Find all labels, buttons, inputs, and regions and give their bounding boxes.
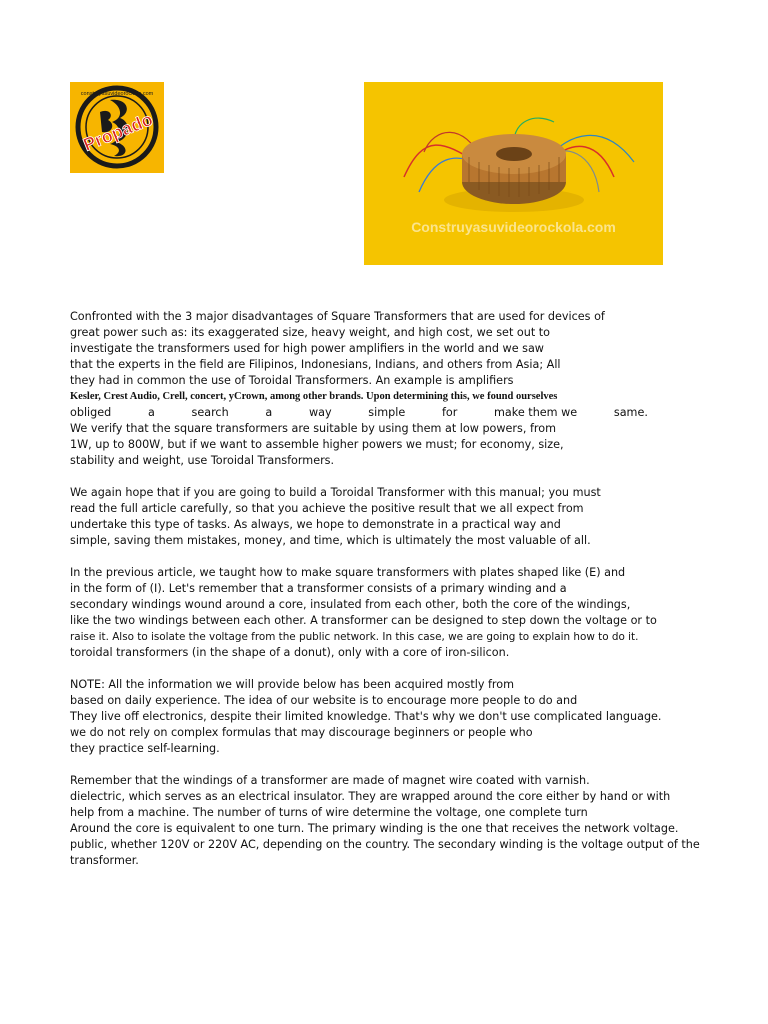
- word: same.: [613, 406, 648, 419]
- text-line: In the previous article, we taught how to make square transformers with plates shaped like (E) and: [70, 566, 626, 579]
- paragraph-4-note: [70, 677, 686, 757]
- paragraph-1: [70, 309, 686, 469]
- article-body: [70, 309, 700, 869]
- text-line: We again hope that if you are going to build a Toroidal Transformer with this manual; you must: [70, 486, 601, 499]
- text-line: investigate the transformers used for high power amplifiers in the world and we saw: [70, 342, 544, 355]
- word: simple: [368, 406, 406, 419]
- logo-label: [70, 82, 164, 173]
- text-line: that the experts in the field are Filipinos, Indonesians, Indians, and others from Asia; All: [70, 358, 561, 371]
- paragraph-2: [70, 485, 686, 549]
- text-line: secondary windings wound around a core, insulated from each other, both the core of the windings,: [70, 598, 631, 611]
- text-line: We verify that the square transformers are suitable by using them at low powers, from: [70, 422, 556, 435]
- text-line: Confronted with the 3 major disadvantages of Square Transformers that are used for devices of: [70, 310, 605, 323]
- text-line: simple, saving them mistakes, money, and time, which is ultimately the most valuable of all.: [70, 534, 591, 547]
- photo-watermark: Construyasuvideorockola.com: [411, 219, 616, 235]
- text-line: great power such as: its exaggerated size, heavy weight, and high cost, we set out to: [70, 326, 550, 339]
- text-line: toroidal transformers (in the shape of a donut), only with a core of iron-silicon.: [70, 646, 510, 659]
- text-line: help from a machine. The number of turns of wire determine the voltage, one complete turn: [70, 806, 588, 819]
- word: a: [147, 406, 155, 419]
- text-line: Around the core is equivalent to one turn. The primary winding is the one that receives the network voltage.: [70, 822, 679, 835]
- toroid-illustration: [364, 82, 663, 265]
- text-line: They live off electronics, despite their limited knowledge. That's why we don't use complicated language.: [70, 710, 662, 723]
- svg-text:construyasuvideorockola.com: construyasuvideorockola.com: [80, 91, 154, 97]
- text-line: NOTE: All the information we will provide below has been acquired mostly from: [70, 678, 515, 691]
- svg-text:Propado: Propado: [80, 109, 156, 155]
- text-line: in the form of (I). Let's remember that a transformer consists of a primary winding and a: [70, 582, 567, 595]
- text-line: like the two windings between each other. A transformer can be designed to step down the voltage or to: [70, 614, 657, 627]
- word: search: [191, 406, 229, 419]
- text-line: they practice self-learning.: [70, 742, 220, 755]
- text-line: dielectric, which serves as an electrical insulator. They are wrapped around the core either by hand or with: [70, 790, 671, 803]
- word: for: [441, 406, 458, 419]
- text-line: undertake this type of tasks. As always, we hope to demonstrate in a practical way and: [70, 518, 561, 531]
- paragraph-3: [70, 565, 686, 661]
- text-line: public, whether 120V or 220V AC, depending on the country. The secondary winding is the voltage output of the: [70, 838, 700, 851]
- word: way: [308, 406, 332, 419]
- text-line: stability and weight, use Toroidal Transformers.: [70, 454, 335, 467]
- text-line: 1W, up to 800W, but if we want to assemble higher powers we must; for economy, size,: [70, 438, 564, 451]
- toroidal-transformer-photo: [364, 82, 663, 265]
- text-line: read the full article carefully, so that you achieve the positive result that we all expect from: [70, 502, 584, 515]
- word: make them we: [494, 406, 578, 419]
- paragraph-5: [70, 773, 700, 869]
- text-line: we do not rely on complex formulas that may discourage beginners or people who: [70, 726, 533, 739]
- text-line: transformer.: [70, 854, 139, 867]
- word: a: [265, 406, 273, 419]
- site-logo: [70, 82, 164, 173]
- text-line: Kesler, Crest Audio, Crell, concert, yCrown, among other brands. Upon determining this, we found ourselves: [70, 391, 558, 402]
- word: obliged: [70, 406, 112, 419]
- text-line: Remember that the windings of a transformer are made of magnet wire coated with varnish.: [70, 774, 590, 787]
- text-line: based on daily experience. The idea of our website is to encourage more people to do and: [70, 694, 578, 707]
- text-line: raise it. Also to isolate the voltage from the public network. In this case, we are going to explain how to do it.: [70, 631, 639, 643]
- text-line-justified: [70, 405, 686, 421]
- text-line: they had in common the use of Toroidal Transformers. An example is amplifiers: [70, 374, 514, 387]
